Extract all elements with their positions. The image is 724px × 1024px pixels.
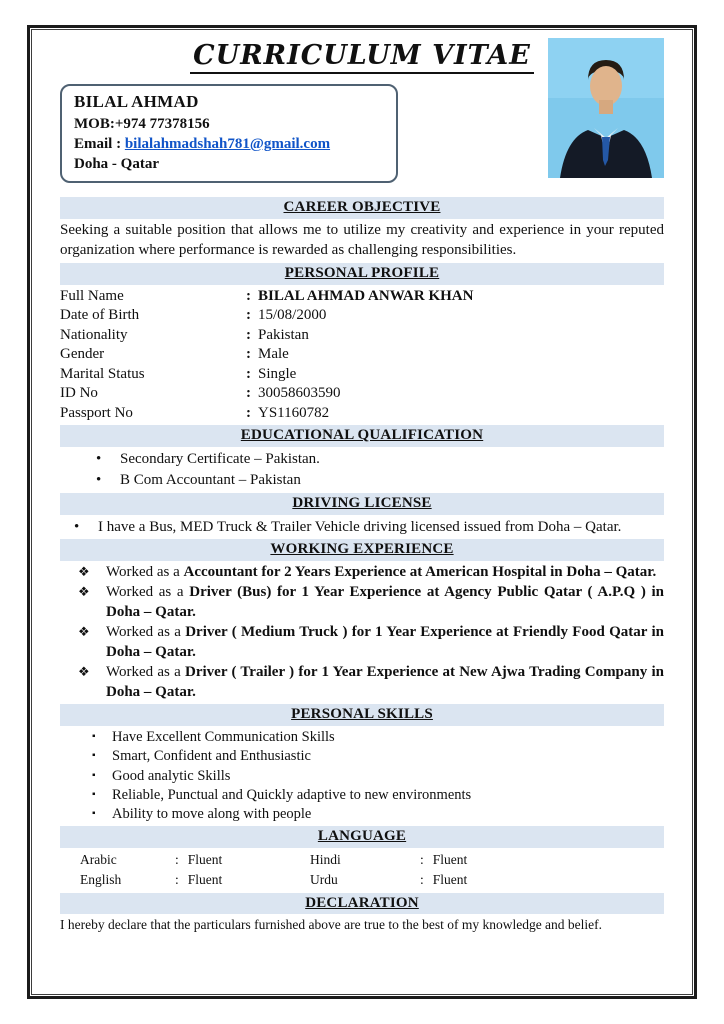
profile-label: Marital Status	[60, 365, 145, 382]
work-item-prefix: Worked as a	[106, 563, 184, 580]
education-item-text: B Com Accountant – Pakistan	[120, 471, 301, 488]
section-heading-personal-skills	[60, 704, 664, 726]
language-heading-text: LANGUAGE	[317, 828, 407, 845]
profile-label: Nationality	[60, 326, 128, 343]
profile-row-nationality	[60, 326, 664, 346]
list-item	[60, 517, 664, 537]
colon-separator: :	[246, 326, 251, 343]
list-item	[60, 728, 664, 747]
language-level-text: Fluent	[187, 872, 223, 888]
section-heading-career-objective	[60, 197, 664, 219]
mobile-label: MOB:	[74, 115, 115, 132]
work-item-text	[106, 623, 664, 662]
career-objective-text: Seeking a suitable position that allows me to utilize my creativity and experience in your reputed organization where performance is rewarded as challenging responsibilities.	[60, 222, 664, 258]
skill-item-text: Have Excellent Communication Skills	[112, 728, 335, 745]
round-bullet-icon: •	[96, 471, 102, 488]
colon-separator: :	[246, 385, 251, 401]
language-level-text: Fluent	[187, 852, 223, 868]
skill-item-text: Ability to move along with people	[112, 806, 312, 823]
list-item	[60, 623, 664, 662]
personal-skills-list	[60, 728, 664, 824]
profile-value: 15/08/2000	[258, 307, 327, 323]
profile-row-full-name	[60, 287, 664, 307]
career-objective-heading-text: CAREER OBJECTIVE	[283, 199, 441, 216]
section-heading-driving-license	[60, 493, 664, 515]
diamond-bullet-icon: ❖	[78, 624, 90, 640]
page-title-text: CURRICULUM VITAE	[190, 40, 534, 74]
profile-photo	[548, 38, 664, 178]
profile-value: Pakistan	[258, 326, 309, 343]
working-experience-heading-text: WORKING EXPERIENCE	[270, 540, 454, 557]
colon-separator: :	[246, 404, 251, 421]
work-item-detail: Driver ( Medium Truck ) for 1 Year Experience at Friendly Food Qatar in Doha – Qatar.	[106, 624, 664, 660]
language-name: Hindi	[310, 852, 341, 868]
work-item-detail: Accountant for 2 Years Experience at American Hospital in Doha – Qatar.	[183, 563, 657, 580]
email-link[interactable]: bilalahmadshah781@gmail.com	[124, 135, 331, 152]
profile-label: Passport No	[60, 404, 133, 421]
personal-profile-heading-text: PERSONAL PROFILE	[284, 264, 440, 281]
list-item	[60, 663, 664, 702]
square-bullet-icon: ▪	[92, 788, 96, 800]
profile-row-date-of-birth	[60, 306, 664, 326]
profile-row-gender	[60, 345, 664, 365]
contact-mobile	[74, 114, 384, 134]
square-bullet-icon: ▪	[92, 808, 96, 820]
work-item-text	[106, 663, 664, 702]
list-item	[60, 449, 664, 470]
language-level	[420, 870, 565, 890]
work-item-text	[106, 583, 664, 622]
diamond-bullet-icon: ❖	[78, 584, 90, 600]
list-item	[60, 470, 664, 491]
square-bullet-icon: ▪	[92, 769, 96, 781]
education-item-text: Secondary Certificate – Pakistan.	[120, 450, 320, 467]
language-name: Arabic	[80, 852, 117, 868]
square-bullet-icon: ▪	[92, 730, 96, 742]
mobile-value: +974 77378156	[114, 115, 210, 132]
list-item	[60, 583, 664, 622]
language-level	[175, 850, 310, 870]
contact-location: Doha - Qatar	[74, 156, 159, 173]
list-item	[60, 786, 664, 805]
section-heading-working-experience	[60, 539, 664, 561]
list-item	[60, 563, 664, 583]
work-item-text	[106, 563, 664, 583]
profile-value: YS1160782	[258, 404, 330, 421]
section-heading-declaration	[60, 893, 664, 915]
email-label: Email :	[74, 135, 125, 152]
personal-skills-heading-text: PERSONAL SKILLS	[291, 706, 433, 723]
colon-separator: :	[420, 872, 424, 888]
skill-item-text: Reliable, Punctual and Quickly adaptive to new environments	[112, 786, 472, 803]
colon-separator: :	[175, 852, 179, 868]
contact-card	[60, 84, 398, 184]
profile-value: Single	[258, 365, 297, 382]
work-item-prefix: Worked as a	[106, 584, 190, 601]
section-heading-language	[60, 826, 664, 848]
diamond-bullet-icon: ❖	[78, 563, 90, 579]
round-bullet-icon: •	[74, 518, 80, 535]
language-level	[420, 850, 565, 870]
profile-label: Full Name	[60, 287, 124, 304]
profile-label: ID No	[60, 385, 98, 401]
colon-separator: :	[246, 307, 251, 323]
profile-row-passport-no	[60, 404, 664, 424]
work-item-detail: Driver (Bus) for 1 Year Experience at Agency Public Qatar ( A.P.Q ) in Doha – Qatar.	[106, 584, 664, 620]
profile-value: 30058603590	[258, 385, 341, 401]
education-heading-text: EDUCATIONAL QUALIFICATION	[240, 427, 484, 443]
driving-license-item-text: I have a Bus, MED Truck & Trailer Vehicle driving licensed issued from Doha – Qatar.	[98, 518, 622, 535]
colon-separator: :	[246, 346, 251, 362]
education-list	[60, 449, 664, 491]
working-experience-list	[60, 563, 664, 703]
colon-separator: :	[420, 852, 424, 868]
contact-name: BILAL AHMAD	[74, 91, 199, 111]
section-heading-educational-qualification	[60, 425, 664, 447]
round-bullet-icon: •	[96, 450, 102, 467]
colon-separator: :	[246, 287, 251, 304]
profile-value: Male	[258, 346, 289, 362]
profile-row-marital-status	[60, 365, 664, 385]
profile-label: Date of Birth	[60, 307, 140, 323]
section-heading-personal-profile	[60, 263, 664, 285]
language-table	[60, 850, 664, 891]
declaration-heading-text: DECLARATION	[305, 894, 419, 911]
declaration-text: I hereby declare that the particulars furnished above are true to the best of my knowledge and belief.	[60, 917, 603, 933]
contact-email	[74, 134, 384, 154]
profile-photo-image	[548, 38, 664, 178]
diamond-bullet-icon: ❖	[78, 664, 90, 680]
work-item-detail: Driver ( Trailer ) for 1 Year Experience at New Ajwa Trading Company in Doha – Qatar.	[106, 664, 664, 700]
square-bullet-icon: ▪	[92, 750, 96, 762]
skill-item-text: Good analytic Skills	[112, 767, 231, 784]
list-item	[60, 805, 664, 824]
driving-license-heading-text: DRIVING LICENSE	[292, 494, 432, 511]
colon-separator: :	[246, 365, 251, 382]
language-level	[175, 870, 310, 890]
cv-content	[34, 32, 690, 992]
profile-row-id-no	[60, 384, 664, 404]
profile-label: Gender	[60, 346, 105, 362]
list-item	[60, 767, 664, 786]
language-name: Urdu	[310, 872, 338, 888]
profile-value: BILAL AHMAD ANWAR KHAN	[258, 287, 474, 304]
language-level-text: Fluent	[432, 852, 468, 868]
colon-separator: :	[175, 872, 179, 888]
language-name: English	[80, 872, 122, 888]
list-item	[60, 747, 664, 766]
language-level-text: Fluent	[432, 872, 468, 888]
work-item-prefix: Worked as a	[106, 624, 186, 641]
personal-profile-table	[60, 287, 664, 424]
work-item-prefix: Worked as a	[106, 664, 185, 681]
skill-item-text: Smart, Confident and Enthusiastic	[112, 748, 311, 765]
